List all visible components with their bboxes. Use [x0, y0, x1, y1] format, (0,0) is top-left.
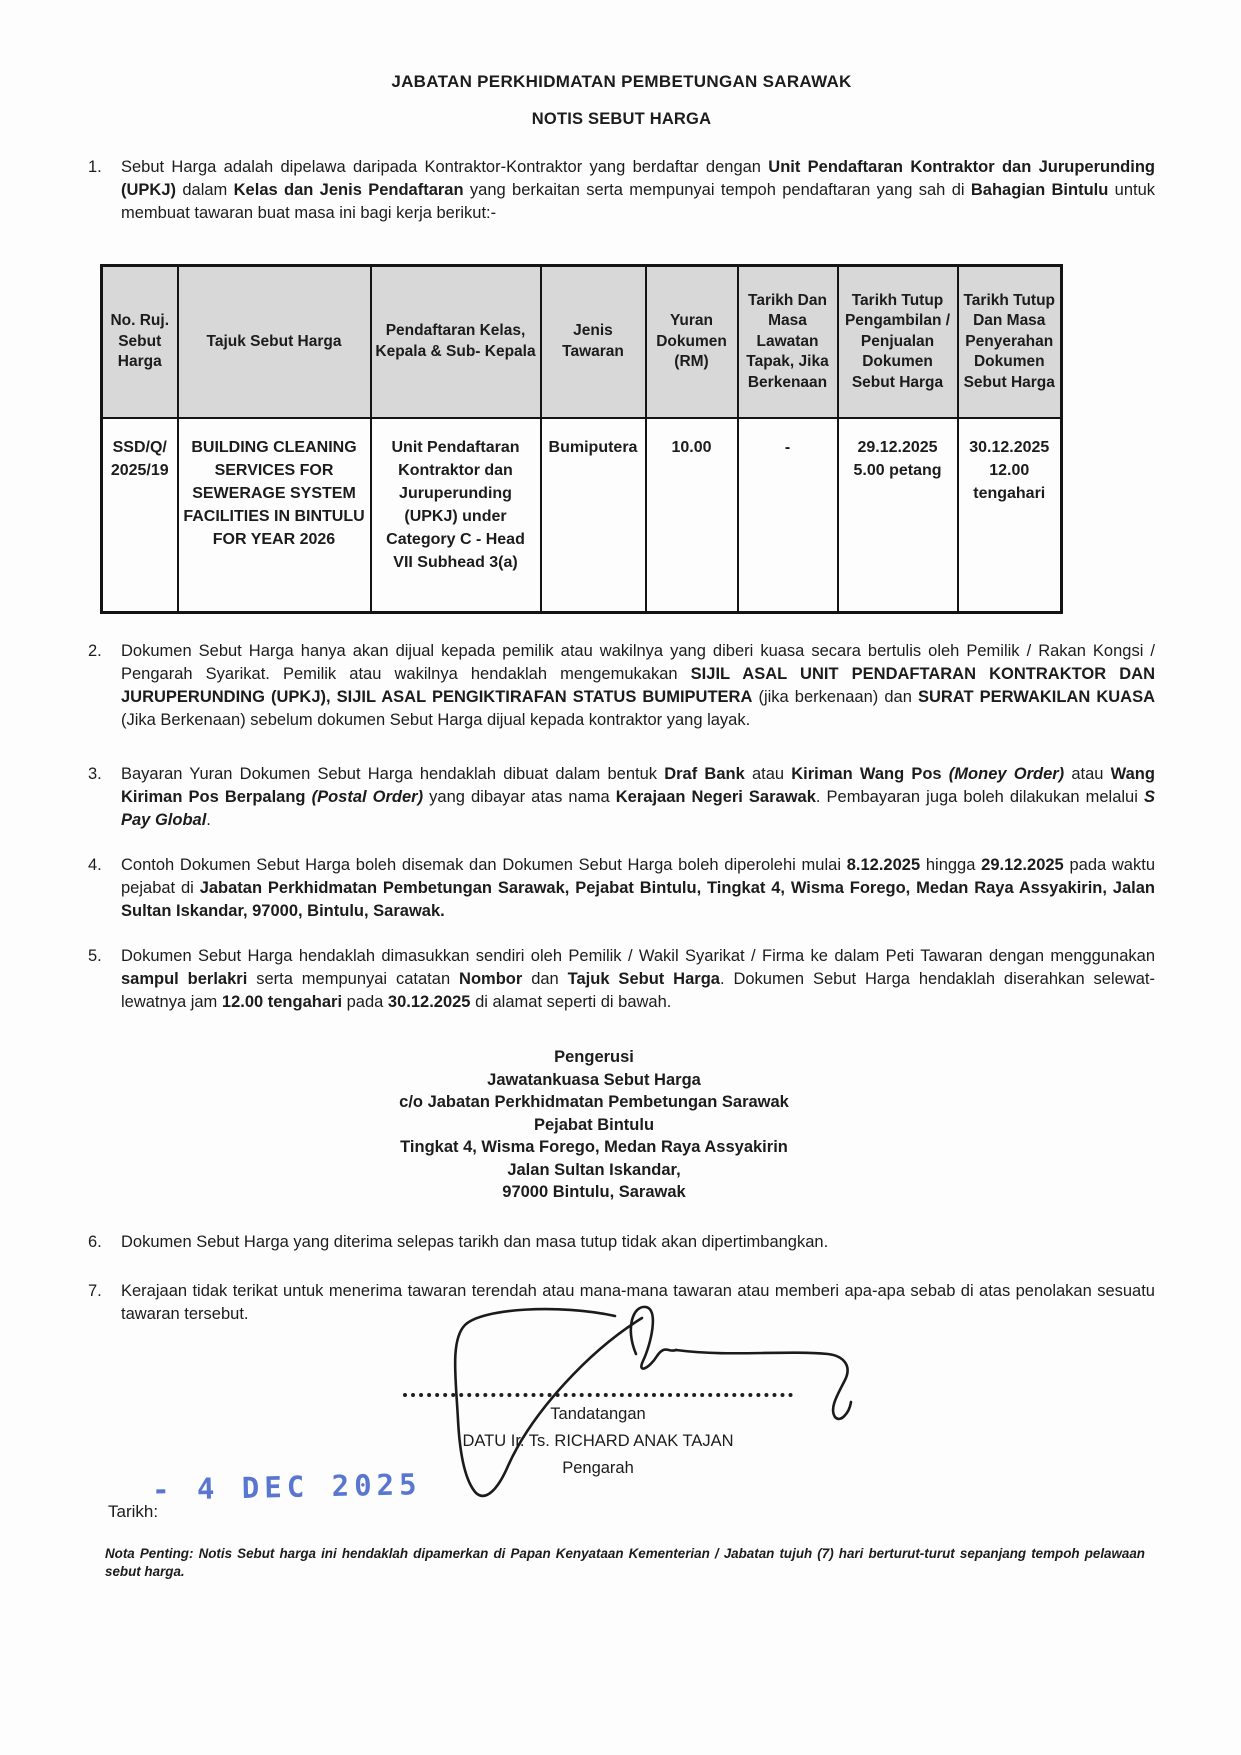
item-text: Dokumen Sebut Harga yang diterima selepas tarikh dan masa tutup tidak akan dipertimbangkan. [121, 1232, 829, 1251]
notice-item-3 [88, 763, 1155, 832]
address-line: c/o Jabatan Perkhidmatan Pembetungan Sarawak [399, 1093, 789, 1111]
submission-address-block [88, 1046, 1100, 1204]
item-text: Bayaran Yuran Dokumen Sebut Harga hendaklah dibuat dalam bentuk Draf Bank atau Kiriman Wang Pos (Money Order) atau Wang Kiriman Pos Berpalang (Postal Order) yang dibayar atas nama Kerajaan Negeri Sarawak. Pembayaran juga boleh dilakukan melalui S Pay Global. [121, 765, 1155, 829]
address-line: Pejabat Bintulu [533, 1115, 655, 1134]
address-line: Pengerusi [554, 1048, 634, 1066]
header-cell-lawatan: Tarikh Dan Masa Lawatan Tapak, Jika Berkenaan [738, 266, 838, 418]
footer-note: Nota Penting: Notis Sebut harga ini hendaklah dipamerkan di Papan Kenyataan Kementerian / Jabatan tujuh (7) hari berturut-turut sepanjang tempoh pelawaan sebut harga. [105, 1546, 1145, 1579]
header-cell-pendaftaran: Pendaftaran Kelas, Kepala & Sub- Kepala [371, 266, 541, 418]
header-cell-tutup-penjualan: Tarikh Tutup Pengambilan / Penjualan Dokumen Sebut Harga [838, 266, 958, 418]
header-cell-jenis: Jenis Tawaran [541, 266, 646, 418]
address-line: Jalan Sultan Iskandar, [507, 1160, 681, 1179]
notice-item-4 [88, 854, 1155, 923]
date-stamp: - 4 DEC 2025 [151, 1467, 422, 1507]
item-number: 7. [88, 1281, 102, 1300]
header-cell-tutup-penyerahan: Tarikh Tutup Dan Masa Penyerahan Dokumen Sebut Harga [958, 266, 1062, 418]
signatory-title: Pengarah [562, 1459, 634, 1477]
cell-lawatan: - [738, 418, 838, 613]
address-line: Tingkat 4, Wisma Forego, Medan Raya Assyakirin [400, 1138, 788, 1156]
address-line: 97000 Bintulu, Sarawak [502, 1183, 686, 1201]
signature-caption: Tandatangan [550, 1405, 646, 1423]
signature-block [403, 1401, 793, 1482]
cell-tajuk: BUILDING CLEANING SERVICES FOR SEWERAGE SYSTEM FACILITIES IN BINTULU FOR YEAR 2026 [178, 418, 371, 613]
date-label: Tarikh: [108, 1502, 159, 1521]
signatory-name: DATU Ir. Ts. RICHARD ANAK TAJAN [462, 1432, 734, 1450]
header-cell-yuran: Yuran Dokumen (RM) [646, 266, 738, 418]
document-subtitle: NOTIS SEBUT HARGA [531, 110, 712, 128]
notice-item-2 [88, 640, 1155, 732]
item-number: 1. [88, 158, 102, 176]
item-number: 5. [88, 947, 102, 965]
cell-tutup-penyerahan: 30.12.2025 12.00 tengahari [958, 418, 1062, 613]
item-text: Contoh Dokumen Sebut Harga boleh disemak dan Dokumen Sebut Harga boleh diperolehi mulai 8.12.2025 hingga 29.12.2025 pada waktu pejabat di Jabatan Perkhidmatan Pembetungan Sarawak, Pejabat Bintulu, Tingkat 4, Wisma Forego, Medan Raya Assyakirin, Jalan Sultan Iskandar, 97000, Bintulu, Sarawak. [121, 856, 1155, 920]
signature-dotted-line [403, 1385, 793, 1397]
item-number: 6. [88, 1232, 102, 1251]
header-cell-no-ruj: No. Ruj. Sebut Harga [102, 266, 178, 418]
item-text: Dokumen Sebut Harga hendaklah dimasukkan sendiri oleh Pemilik / Wakil Syarikat / Firma ke dalam Peti Tawaran dengan menggunakan sampul berlakri serta mempunyai catatan Nombor dan Tajuk Sebut Harga. Dokumen Sebut Harga hendaklah diserahkan selewat-lewatnya jam 12.00 tengahari pada 30.12.2025 di alamat seperti di bawah. [121, 947, 1155, 1011]
table-header-row [102, 266, 1062, 418]
item-text: Kerajaan tidak terikat untuk menerima tawaran terendah atau mana-mana tawaran atau memberi apa-apa sebab di atas penolakan sesuatu tawaran tersebut. [121, 1281, 1155, 1323]
cell-yuran: 10.00 [646, 418, 738, 613]
cell-no-ruj: SSD/Q/ 2025/19 [102, 418, 178, 613]
item-text: Dokumen Sebut Harga hanya akan dijual kepada pemilik atau wakilnya yang diberi kuasa secara bertulis oleh Pemilik / Rakan Kongsi / Pengarah Syarikat. Pemilik atau wakilnya hendaklah mengemukakan SIJIL ASAL UNIT PENDAFTARAN KONTRAKTOR DAN JURUPERUNDING (UPKJ), SIJIL ASAL PENGIKTIRAFAN STATUS BUMIPUTERA (jika berkenaan) dan SURAT PERWAKILAN KUASA (Jika Berkenaan) sebelum dokumen Sebut Harga dijual kepada kontraktor yang layak. [121, 642, 1156, 729]
item-number: 2. [88, 642, 102, 660]
notice-item-5 [88, 945, 1155, 1014]
cell-tutup-penjualan: 29.12.2025 5.00 petang [838, 418, 958, 613]
quotation-table [100, 264, 1063, 614]
item-number: 3. [88, 765, 102, 783]
item-number: 4. [88, 856, 102, 874]
cell-pendaftaran: Unit Pendaftaran Kontraktor dan Juruperunding (UPKJ) under Category C - Head VII Subhead 3(a) [371, 418, 541, 613]
address-line: Jawatankuasa Sebut Harga [487, 1070, 701, 1089]
cell-jenis: Bumiputera [541, 418, 646, 613]
notice-item-1 [88, 156, 1155, 225]
item-text: Sebut Harga adalah dipelawa daripada Kontraktor-Kontraktor yang berdaftar dengan Unit Pendaftaran Kontraktor dan Juruperunding (UPKJ) dalam Kelas dan Jenis Pendaftaran yang berkaitan serta mempunyai tempoh pendaftaran yang sah di Bahagian Bintulu untuk membuat tawaran buat masa ini bagi kerja berikut:- [121, 158, 1156, 222]
header-cell-tajuk: Tajuk Sebut Harga [178, 266, 371, 418]
table-data-row [102, 418, 1062, 613]
notice-item-6 [88, 1231, 1155, 1254]
document-title: JABATAN PERKHIDMATAN PEMBETUNGAN SARAWAK [391, 72, 852, 91]
